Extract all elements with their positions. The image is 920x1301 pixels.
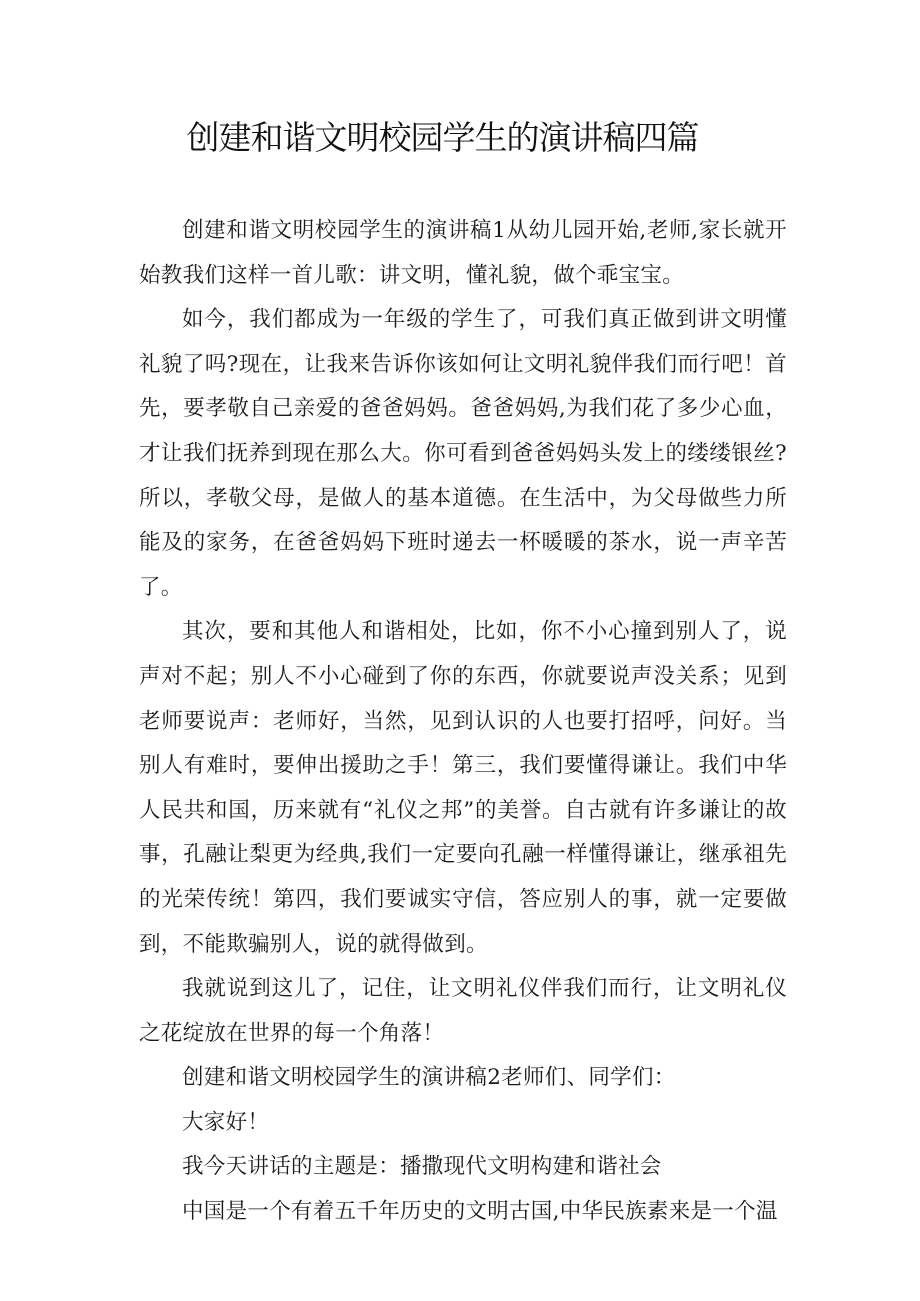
document-title: 创建和谐文明校园学生的演讲稿四篇 <box>186 118 699 157</box>
document-body <box>139 209 787 1235</box>
paragraph-get-along: 其次，要和其他人和谐相处，比如，你不小心撞到别人了，说声对不起；别人不小心碰到了你的东西，你就要说声没关系；见到老师要说声：老师好，当然，见到认识的人也要打招呼，问好。当别人有难时，要伸出援助之手！第三，我们要懂得谦让。我们中华人民共和国，历来就有“礼仪之邦”的美誉。自古就有许多谦让的故事，孔融让梨更为经典,我们一定要向孔融一样懂得谦让，继承祖先的光荣传统！第四，我们要诚实守信，答应别人的事，就一定要做到，不能欺骗别人，说的就得做到。 <box>139 619 787 957</box>
paragraph-china-history: 中国是一个有着五千年历史的文明古国,中华民族素来是一个温 <box>182 1199 778 1225</box>
paragraph-greeting: 大家好！ <box>182 1109 270 1135</box>
paragraph-respect-parents: 如今，我们都成为一年级的学生了，可我们真正做到讲文明懂礼貌了吗?现在，让我来告诉你该如何让文明礼貌伴我们而行吧！首先，要孝敬自己亲爱的爸爸妈妈。爸爸妈妈,为我们花了多少心血，才让我们抚养到现在那么大。你可看到爸爸妈妈头发上的缕缕银丝?所以，孝敬父母，是做人的基本道德。在生活中，为父母做些力所能及的家务，在爸爸妈妈下班时递去一杯暖暖的茶水，说一声辛苦了。 <box>139 307 787 600</box>
paragraph-topic: 我今天讲话的主题是：播撒现代文明构建和谐社会 <box>182 1154 662 1180</box>
paragraph-speech-1-intro: 创建和谐文明校园学生的演讲稿1从幼儿园开始,老师,家长就开始教我们这样一首儿歌：讲文明，懂礼貌，做个乖宝宝。 <box>139 218 787 288</box>
paragraph-conclusion: 我就说到这儿了，记住，让文明礼仪伴我们而行，让文明礼仪之花绽放在世界的每一个角落！ <box>139 976 787 1046</box>
paragraph-speech-2-intro: 创建和谐文明校园学生的演讲稿2老师们、同学们： <box>182 1065 676 1091</box>
